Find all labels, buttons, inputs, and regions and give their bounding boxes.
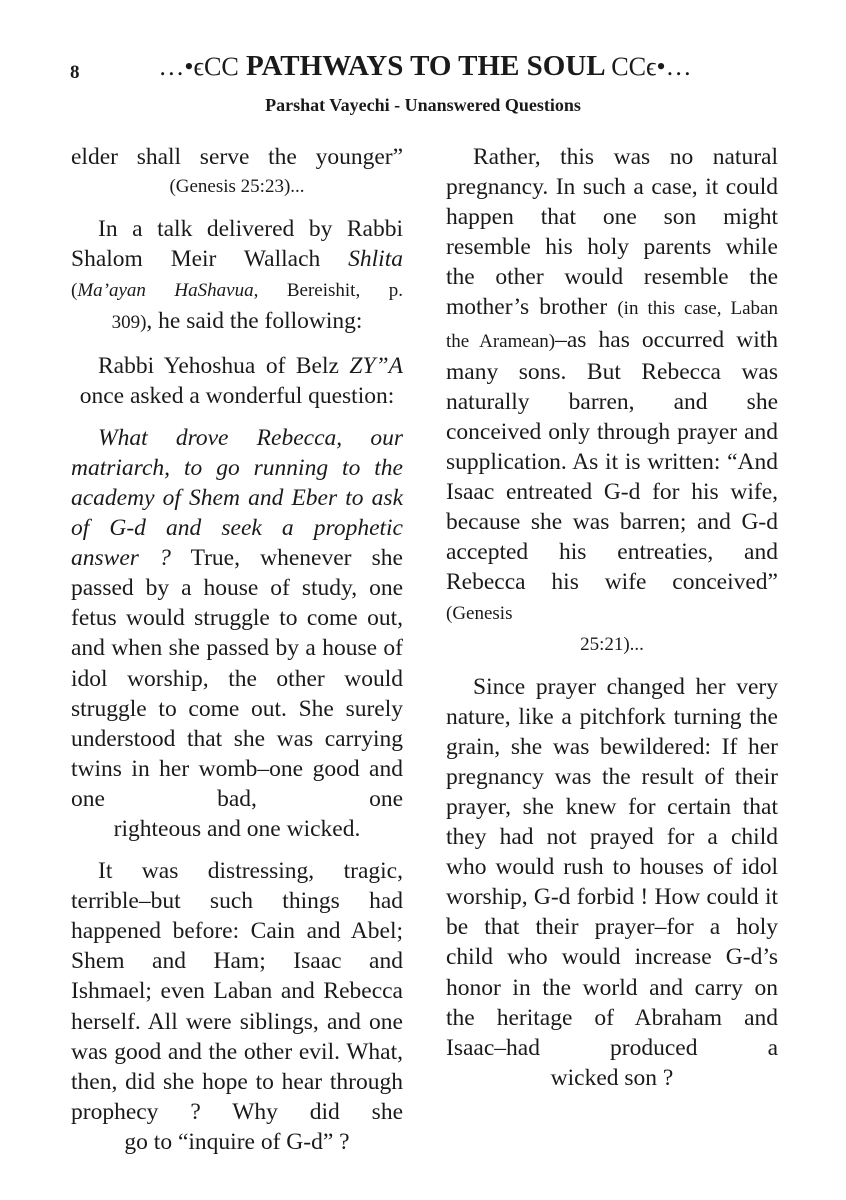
quoted-question: What drove Rebecca, our matriarch, to go running to the academy of Shem and Eber to ask of G-d and seek a prophetic answer ? [71,424,403,572]
paragraph [71,214,403,338]
paragraph [71,351,403,411]
text: , Bereishit, p. [253,280,403,302]
text: go to “inquire of G-d” ? [124,1128,350,1155]
text: Rabbi Yehoshua of Belz [98,352,350,379]
citation: (Genesis 25:23)... [169,176,305,198]
text: True, whenever she passed by a house of study, one fetus would struggle to come out, and when she passed by a house of idol worship, the other would struggle to come out. She surely understood that she was carrying twins in her womb–one good and one bad, one [71,545,403,812]
text: In a talk delivered by Rabbi Shalom Meir Wallach [71,216,403,273]
running-header [130,50,720,83]
honorific: Shlita [348,246,403,273]
text: Since prayer changed her very nature, like a pitchfork turning the grain, she was bewildered: If her pregnancy was the result of their prayer, she knew for certain that they had not prayed for a child who would rush to houses of idol worship, G-d forbid ! How could it be that their prayer–for a holy child who would increase G-d’s honor in the world and carry on the heritage of Abraham and Isaac–had produced a [446,673,778,1061]
page-number: 8 [70,62,80,83]
paragraph [71,856,403,1157]
right-column [446,142,778,1105]
text: , he said the following: [146,308,363,335]
text: ( [71,280,78,302]
ornament-left-icon: …•ϵϹϹ [158,52,239,81]
text: elder shall serve the younger” [71,144,403,170]
citation: (Genesis [446,603,513,625]
paragraph [446,672,778,1093]
text: –as has occurred with many sons. But Rebecca was naturally barren, and she conceived only through prayer and supplication. As it is written: “And Isaac entreated G-d for his wife, because she was barren; and G-d accepted his entreaties, and Rebecca his wife conceived” [446,326,778,596]
text: wicked son ? [550,1064,674,1091]
text: once asked a wonderful question: [79,382,395,409]
ornament-right-icon: ϹϹϵ•… [611,52,692,81]
paragraph [71,142,403,202]
text: Rather, this was no natural pregnancy. In such a case, it could happen that one son might resemble his holy parents while the other would resemble the mother’s brother [446,144,778,321]
parenthetical: (in this case, Laban the Aramean) [446,298,778,352]
text: It was distressing, tragic, terrible–but such things had happened before: Cain and Abel; Shem and Ham; Isaac and Ishmael; even Laban and Rebecca herself. All were siblings, and one was good and the other evil. What, then, did she hope to hear through prophecy ? Why did she [71,858,403,1125]
text: righteous and one wicked. [113,815,361,842]
citation: 25:21)... [580,633,644,655]
book-title: PATHWAYS TO THE SOUL [245,50,605,82]
honorific: ZY”A [349,352,403,379]
chapter-subheader: Parshat Vayechi - Unanswered Questions [265,95,581,115]
text: 309) [111,312,147,334]
paragraph [446,142,778,660]
paragraph [71,423,403,844]
left-column [71,142,403,1169]
source-title: Ma’ayan HaShavua [77,280,254,302]
